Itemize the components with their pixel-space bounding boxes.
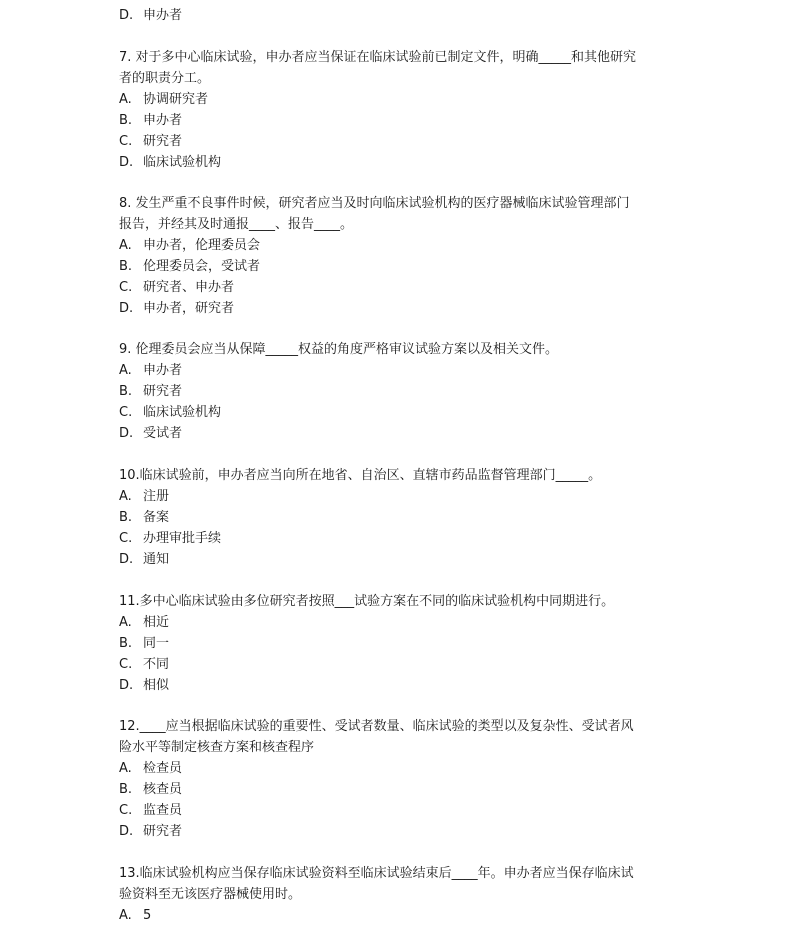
option-letter: D. [119,8,134,23]
option-line [119,300,234,318]
option-text: 不同 [143,657,170,672]
option-letter: A. [119,363,132,378]
option-line [119,802,182,820]
question-stem: 9. 伦理委员会应当从保障_____权益的角度严格审议试验方案以及相关文件。 [119,342,559,357]
option-line [119,154,221,172]
option-line [119,907,151,925]
option-text: 检查员 [143,761,183,776]
option-letter: C. [119,405,133,420]
option-line [119,488,169,506]
option-line [119,112,182,130]
option-line [119,677,169,695]
option-line [119,781,182,799]
option-letter: C. [119,657,133,672]
option-line [119,7,182,25]
option-letter: D. [119,426,134,441]
option-line [119,404,221,422]
option-text: 临床试验机构 [143,155,222,170]
option-letter: B. [119,782,133,797]
option-line [119,823,182,841]
option-text: 备案 [143,510,170,525]
option-text: 办理审批手续 [143,531,222,546]
option-line [119,509,169,527]
option-line [119,656,169,674]
option-line [119,551,169,569]
option-line [119,383,182,401]
option-letter: A. [119,761,132,776]
option-letter: B. [119,113,133,128]
option-letter: D. [119,678,134,693]
option-line [119,279,234,297]
option-letter: A. [119,489,132,504]
option-letter: C. [119,803,133,818]
question-stem: 者的职责分工。 [119,71,211,86]
question-stem: 8. 发生严重不良事件时候，研究者应当及时向临床试验机构的医疗器械临床试验管理部门 [119,196,630,211]
option-letter: B. [119,510,133,525]
option-text: 注册 [143,489,170,504]
question-stem: 报告，并经其及时通报____、报告____。 [119,217,354,232]
option-text: 协调研究者 [143,92,209,107]
option-text: 监查员 [143,803,183,818]
option-text: 核查员 [143,782,183,797]
option-text: 5 [143,908,152,923]
option-line [119,362,182,380]
option-text: 研究者 [143,384,183,399]
question-stem: 验资料至无该医疗器械使用时。 [119,887,302,902]
option-text: 伦理委员会，受试者 [143,259,261,274]
option-line [119,133,182,151]
option-letter: B. [119,384,133,399]
option-letter: C. [119,531,133,546]
question-stem: 11.多中心临床试验由多位研究者按照___试验方案在不同的临床试验机构中同期进行。 [119,594,615,609]
question-stem: 10.临床试验前，申办者应当向所在地省、自治区、直辖市药品监督管理部门_____。 [119,468,602,483]
option-line [119,530,221,548]
option-line [119,425,182,443]
option-text: 相近 [143,615,170,630]
option-letter: A. [119,908,132,923]
option-text: 同一 [143,636,170,651]
option-letter: D. [119,301,134,316]
option-letter: B. [119,636,133,651]
option-line [119,237,260,255]
option-text: 受试者 [143,426,183,441]
option-letter: A. [119,92,132,107]
option-text: 申办者 [143,363,183,378]
option-letter: C. [119,134,133,149]
option-letter: B. [119,259,133,274]
option-letter: D. [119,155,134,170]
option-letter: A. [119,238,132,253]
option-letter: D. [119,824,134,839]
option-text: 申办者 [143,8,183,23]
option-line [119,614,169,632]
question-stem: 险水平等制定核查方案和核查程序 [119,740,315,755]
option-text: 临床试验机构 [143,405,222,420]
option-letter: D. [119,552,134,567]
option-text: 申办者，研究者 [143,301,235,316]
option-text: 申办者 [143,113,183,128]
option-letter: C. [119,280,133,295]
option-line [119,760,182,778]
option-text: 研究者 [143,824,183,839]
question-stem: 13.临床试验机构应当保存临床试验资料至临床试验结束后____年。申办者应当保存临床试 [119,866,634,881]
option-text: 申办者，伦理委员会 [143,238,261,253]
question-stem: 12.____应当根据临床试验的重要性、受试者数量、临床试验的类型以及复杂性、受试者风 [119,719,634,734]
option-letter: A. [119,615,132,630]
option-line [119,91,208,109]
option-line [119,635,169,653]
option-text: 研究者 [143,134,183,149]
option-text: 通知 [143,552,170,567]
question-stem: 7. 对于多中心临床试验，申办者应当保证在临床试验前已制定文件，明确_____和其他研究 [119,50,637,65]
option-text: 相似 [143,678,170,693]
option-text: 研究者、申办者 [143,280,235,295]
option-line [119,258,260,276]
